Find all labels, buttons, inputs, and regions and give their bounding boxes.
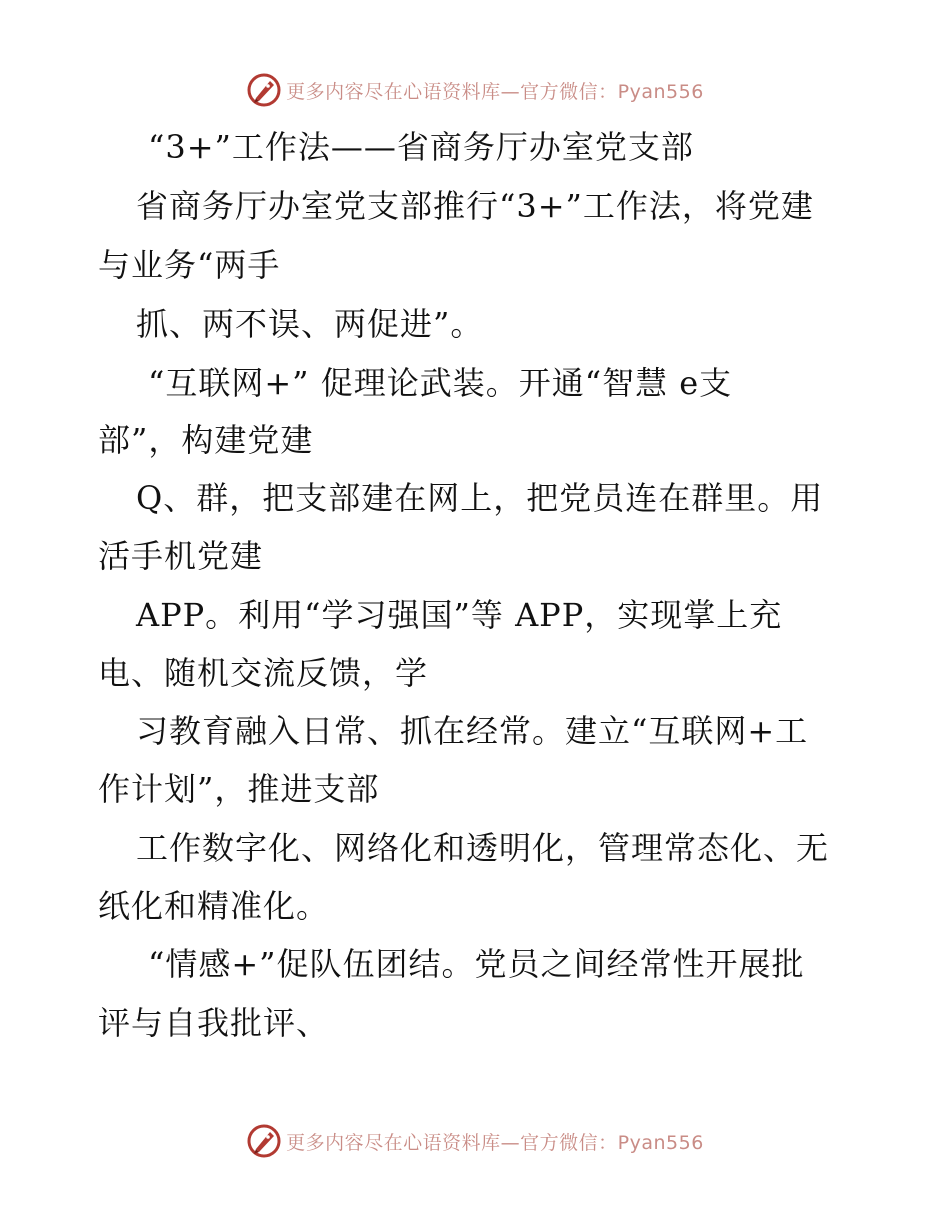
header-watermark — [0, 70, 950, 110]
document-title: “3+”工作法——省商务厅办室党支部 — [148, 128, 694, 166]
watermark-text: 更多内容尽在心语资料库—官方微信：Pyan556 — [286, 1131, 704, 1154]
paragraph-line: 活手机党建 — [98, 537, 264, 575]
paragraph-line: 工作数字化、网络化和透明化，管理常态化、无 — [136, 829, 830, 867]
paragraph-line: APP。利用“学习强国”等 APP，实现掌上充 — [136, 596, 783, 634]
paragraph-line: “互联网+” 促理论武装。开通“智慧 e支 — [148, 364, 733, 402]
paragraph-line: 作计划”，推进支部 — [98, 770, 380, 808]
watermark-text: 更多内容尽在心语资料库—官方微信：Pyan556 — [286, 80, 704, 103]
paragraph-line: 与业务“两手 — [98, 246, 281, 284]
pen-nib-logo-icon — [246, 1123, 282, 1159]
paragraph-line: “情感+”促队伍团结。党员之间经常性开展批 — [148, 945, 805, 983]
paragraph-line: 抓、两不误、两促进”。 — [136, 305, 484, 343]
paragraph-line: 部”，构建党建 — [98, 421, 314, 459]
paragraph-line: 省商务厅办室党支部推行“3+”工作法，将党建 — [136, 187, 814, 225]
paragraph-line: 评与自我批评、 — [98, 1004, 330, 1042]
paragraph-line: 习教育融入日常、抓在经常。建立“互联网+工 — [136, 712, 809, 750]
pen-nib-logo-icon — [246, 72, 282, 108]
paragraph-line: Q、群，把支部建在网上，把党员连在群里。用 — [136, 479, 824, 517]
paragraph-line: 电、随机交流反馈，学 — [98, 654, 429, 692]
footer-watermark — [0, 1121, 950, 1161]
paragraph-line: 纸化和精准化。 — [98, 887, 330, 925]
